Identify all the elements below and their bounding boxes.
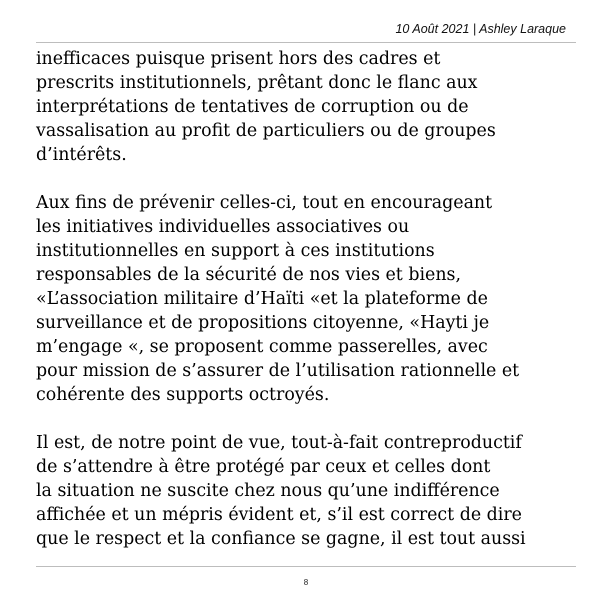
text-line: «L’association militaire d’Haïti «et la plateforme de: [36, 289, 488, 309]
text-line: interprétations de tentatives de corruption ou de: [36, 97, 469, 117]
text-line: cohérente des supports octroyés.: [36, 385, 330, 405]
text-line: prescrits institutionnels, prêtant donc le flanc aux: [36, 73, 478, 93]
text-line: Il est, de notre point de vue, tout-à-fait contreproductif: [36, 433, 522, 453]
header-divider: [36, 42, 576, 43]
paragraph-1: [36, 47, 596, 167]
text-line: vassalisation au profit de particuliers ou de groupes: [36, 121, 496, 141]
text-line: de s’attendre à être protégé par ceux et celles dont: [36, 457, 491, 477]
text-line: que le respect et la confiance se gagne, il est tout aussi: [36, 529, 526, 549]
text-line: la situation ne suscite chez nous qu’une indifférence: [36, 481, 500, 501]
text-line: surveillance et de propositions citoyenne, «Hayti je: [36, 313, 490, 333]
text-line: responsables de la sécurité de nos vies et biens,: [36, 265, 461, 285]
footer-divider: [36, 566, 576, 567]
text-line: les initiatives individuelles associatives ou: [36, 217, 410, 237]
document-body: [36, 47, 596, 575]
text-line: pour mission de s’assurer de l’utilisation rationnelle et: [36, 361, 520, 381]
text-line: institutionnelles en support à ces institutions: [36, 241, 435, 261]
text-line: affichée et un mépris évident et, s’il est correct de dire: [36, 505, 522, 525]
text-line: inefficaces puisque prisent hors des cadres et: [36, 49, 441, 69]
page-header: 10 Août 2021 | Ashley Laraque: [395, 22, 566, 36]
paragraph-3: [36, 431, 596, 551]
page-number: 8: [303, 578, 309, 587]
text-line: Aux fins de prévenir celles-ci, tout en encourageant: [36, 193, 493, 213]
text-line: m’engage «, se proposent comme passerelles, avec: [36, 337, 488, 357]
paragraph-2: [36, 191, 596, 407]
text-line: d’intérêts.: [36, 145, 127, 165]
